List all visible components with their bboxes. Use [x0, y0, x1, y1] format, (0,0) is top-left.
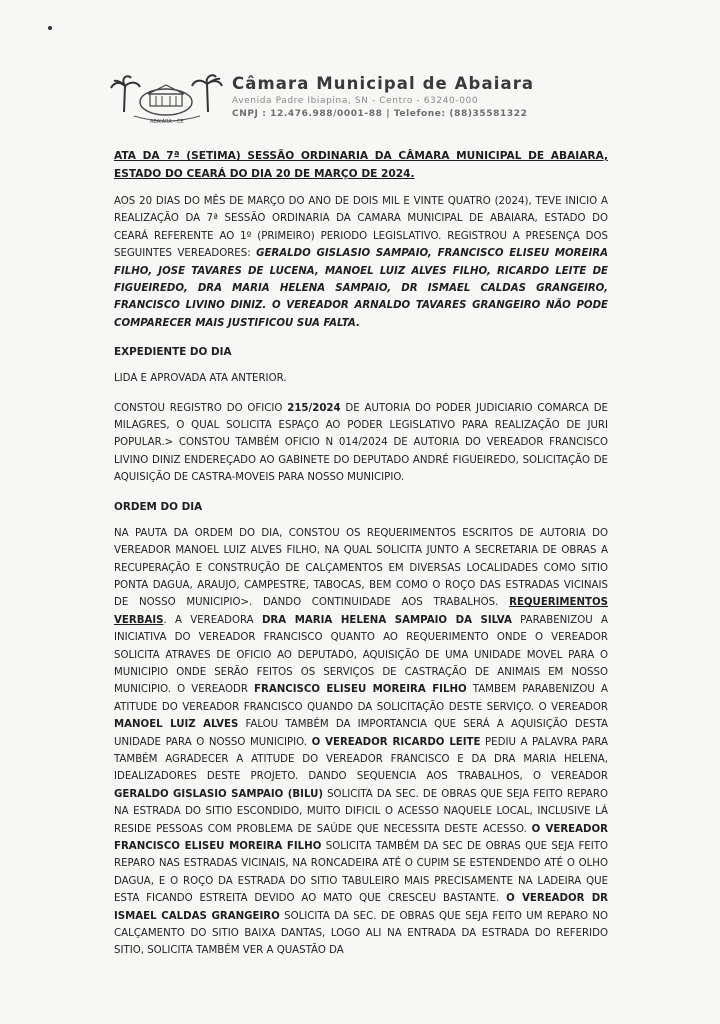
ordem-text-1: NA PAUTA DA ORDEM DO DIA, CONSTOU OS REQUERIMENTOS ESCRITOS DE AUTORIA DO VEREADOR MANOEL LUIZ ALVES FILHO, NA QUAL SOLICITA JUNTO A SECRETARIA DE OBRAS A RECUPERAÇÃO E CONSTRUÇÃO DE CALÇAMENTOS EM DIVERSAS LOCALIDADES COMO SITIO PONTA DAGUA, ARAUJO, CAMPESTRE, TABOCAS, BEM COMO O ROÇO DAS ESTRADAS VICINAIS DE NOSSO MUNICIPIO>. DANDO CONTINUIDADE AOS TRABALHOS. — [114, 527, 608, 609]
expediente-text-b: DE AUTORIA DO PODER JUDICIARIO COMARCA DE MILAGRES, O QUAL SOLICITA ESPAÇO AO PODER LEGISLATIVO PARA REALIZAÇÃO DE JURI POPULAR.> CONSTOU TAMBÉM OFICIO N 014/2024 DE AUTORIA DO VEREADOR FRANCISCO LIVINO DINIZ ENDEREÇADO AO GABINETE DO DEPUTADO ANDRÉ FIGUEIREDO, SOLICITAÇÃO DE AQUISIÇÃO DE CASTRA-MOVEIS PARA NOSSO MUNICIPIO. — [114, 402, 608, 484]
name-ismael-caldas: O VEREADOR DR ISMAEL CALDAS GRANGEIRO — [114, 893, 608, 922]
oficio-number: 215/2024 — [287, 402, 341, 414]
ordem-text-13: SOLICITA DA SEC. DE OBRAS QUE SEJA FEITO REPARO NA ESTRADA DO SITIO ESCONDIDO, MUITO DIFICIL O ACESSO NAQUELE LOCAL, INCLUSIVE LÁ RESIDE PESSOAS COM PROBLEMA DE SAÚDE QUE NECESSITA DESTE ACESSO. — [114, 788, 608, 835]
document-title: ATA DA 7ª (SETIMA) SESSÃO ORDINARIA DA CÂMARA MUNICIPAL DE ABAIARA, ESTADO DO CEARÁ DO DIA 20 DE MARÇO DE 2024. — [114, 150, 608, 180]
document-body — [114, 147, 608, 960]
name-ricardo-leite: O VEREADOR RICARDO LEITE — [311, 736, 481, 748]
expediente-text-a: CONSTOU REGISTRO DO OFICIO — [114, 402, 288, 414]
letterhead — [110, 68, 630, 128]
scan-speck — [48, 26, 52, 30]
intro-names: GERALDO GISLASIO SAMPAIO, FRANCISCO ELISEU MOREIRA FILHO, JOSE TAVARES DE LUCENA, MANOEL LUIZ ALVES FILHO, RICARDO LEITE DE FIGUEIREDO, DRA MARIA HELENA SAMPAIO, DR ISMAEL CALDAS GRANGEIRO, FRANCISCO LIVINO DINIZ. O VEREADOR ARNALDO TAVARES GRANGEIRO NÃO PODE COMPARECER MAIS JUSTIFICOU SUA FALTA. — [114, 248, 608, 329]
municipal-seal-icon — [110, 68, 225, 128]
name-maria-helena: DRA MARIA HELENA SAMPAIO DA SILVA — [261, 614, 512, 626]
ordem-paragraph — [114, 525, 608, 960]
ordem-text-5: PARABENIZOU A INICIATIVA DO VEREADOR FRANCISCO QUANTO AO REQUERIMENTO ONDE O VEREADOR SOLICITA ATRAVES DE OFICIO AO DEPUTADO, AQUISIÇÃO DE UMA UNIDADE MOVEL PARA O MUNICIPIO ONDE SERÃO FEITOS OS SERVIÇOS DE CASTRAÇÃO DE ANIMAIS EM NOSSO MUNICIPIO. O VEREAODR — [114, 614, 609, 696]
institution-contact: CNPJ : 12.476.988/0001-88 | Telefone: (88)35581322 — [232, 109, 528, 119]
ordem-heading: ORDEM DO DIA — [114, 500, 203, 513]
ordem-text-3: . A VEREADORA — [163, 614, 262, 626]
ordem-text-9: FALOU TAMBÉM DA IMPORTANCIA QUE SERÁ A AQUISIÇÃO DESTA UNIDADE PARA O NOSSO MUNICIPIO. — [114, 719, 609, 748]
seal-text: ABAIARA - CE — [150, 119, 184, 125]
name-francisco-eliseu: FRANCISCO ELISEU MOREIRA FILHO — [254, 684, 467, 696]
intro-paragraph — [114, 193, 608, 332]
institution-address: Avenida Padre Ibiapina, SN - Centro - 63240-000 — [232, 96, 479, 106]
expediente-paragraph-2 — [114, 400, 608, 487]
name-francisco-eliseu-2: O VEREADOR FRANCISCO ELISEU MOREIRA FILHO — [114, 823, 608, 852]
expediente-heading: EXPEDIENTE DO DIA — [114, 346, 232, 359]
ordem-text-15: SOLICITA TAMBÉM DA SEC DE OBRAS QUE SEJA FEITO REPARO NAS ESTRADAS VICINAIS, NA RONCADEIRA ATÉ O CUPIM SE ESTENDENDO ATÉ O OLHO DAGUA, E O ROÇO DA ESTRADA DO SITIO TABULEIRO MAIS PRECISAMENTE NA LADEIRA QUE ESTA FICANDO ESTREITA DEVIDO AO MATO QUE CRESCEU BASTANTE. — [114, 841, 608, 905]
name-manoel-luiz: MANOEL LUIZ ALVES — [114, 719, 239, 731]
requerimentos-verbais: REQUERIMENTOS VERBAIS — [114, 597, 608, 626]
ordem-text-11: PEDIU A PALAVRA PARA TAMBÉM AGRADECER A ATITUDE DO VEREADOR FRANCISCO E DA DRA MARIA HELENA, IDEALIZADORES DESTE PROJETO. DANDO SEQUENCIA AOS TRABALHOS, O VEREADOR — [114, 736, 608, 783]
intro-text: AOS 20 DIAS DO MÊS DE MARÇO DO ANO DE DOIS MIL E VINTE QUATRO (2024), TEVE INICIO A REALIZAÇÃO DA 7ª SESSÃO ORDINARIA DA CAMARA MUNICIPAL DE ABAIARA, ESTADO DO CEARÁ REFERENTE AO 1º (PRIMEIRO) PERIODO LEGISLATIVO. REGISTROU A PRESENÇA DOS SEGUINTES VEREADORES: — [114, 196, 608, 260]
name-geraldo-gislasio: GERALDO GISLASIO SAMPAIO (BILU) — [114, 788, 323, 800]
ordem-text-7: TAMBEM PARABENIZOU A ATITUDE DO VEREADOR FRANCISCO QUANDO DA SOLICITAÇÃO DESTE SERVIÇO. O VEREADOR — [114, 684, 608, 713]
institution-name: Câmara Municipal de Abaiara — [232, 74, 535, 93]
ordem-text-17: SOLICITA DA SEC. DE OBRAS QUE SEJA FEITO UM REPARO NO CALÇAMENTO DO SITIO BAIXA DANTAS, LOGO ALI NA ENTRADA DA ESTRADA DO REFERIDO SITIO, SOLICITA TAMBÉM VER A QUASTÃO DA — [114, 910, 608, 957]
expediente-paragraph-1: LIDA E APROVADA ATA ANTERIOR. — [114, 373, 287, 385]
